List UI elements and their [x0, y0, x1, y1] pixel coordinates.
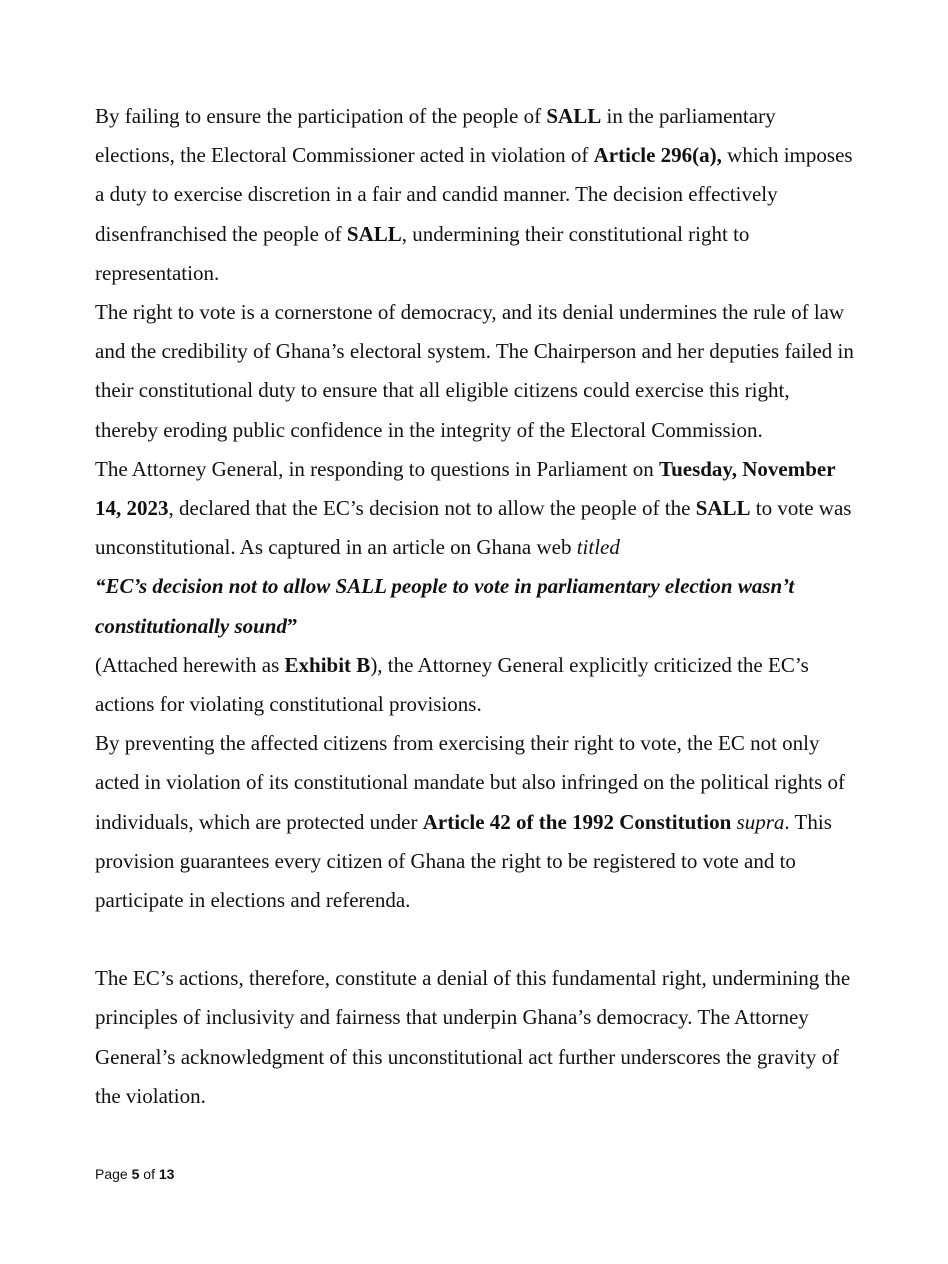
text: By failing to ensure the participation of the people of: [95, 104, 547, 128]
text: which imposes a duty to exercise discretion in a fair and candid manner. The decision effectively disenfranchised the people of: [95, 143, 853, 246]
paragraph-spacer: [95, 920, 948, 959]
bold-sall: SALL: [695, 496, 751, 521]
bold-sall: SALL: [346, 221, 402, 246]
text: ), the Attorney General explicitly criticized the EC’s actions for violating constitutional provisions.: [95, 652, 809, 717]
page-footer: [95, 1166, 174, 1182]
total-pages-number: 13: [158, 1166, 175, 1182]
paragraph-attorney-general: [95, 450, 855, 646]
text: By preventing the affected citizens from exercising their right to vote, the EC not only acted in violation of its constitutional mandate but also infringed on the political rights of individuals, which are protected under: [95, 731, 846, 834]
current-page-number: 5: [131, 1166, 140, 1182]
paragraph-conclusion: [95, 959, 855, 1116]
paragraph-sall-participation: [95, 97, 855, 293]
text: The right to vote is a cornerstone of democracy, and its denial undermines the rule of law and the credibility of Ghana’s electoral system. The Chairperson and her deputies failed in their constitutional duty to ensure that all eligible citizens could exercise this right, thereby eroding public confidence in the integrity of the Electoral Commission.: [95, 300, 854, 442]
italic-titled: titled: [576, 535, 620, 560]
article-title: “EC’s decision not to allow SALL people to vote in parliamentary election wasn’t constitutionally sound: [95, 574, 795, 638]
bold-sall: SALL: [546, 104, 602, 128]
text: in the parliamentary elections, the Electoral Commissioner acted in violation of: [95, 104, 776, 168]
text: (Attached herewith as: [95, 652, 285, 677]
paragraph-article-42: [95, 724, 855, 920]
text: The EC’s actions, therefore, constitute a denial of this fundamental right, undermining the principles of inclusivity and fairness that underpin Ghana’s democracy. The Attorney General’s acknowledgment of this unconstitutional act further underscores the gravity of the violation.: [95, 966, 851, 1108]
paragraph-right-to-vote: [95, 293, 855, 450]
bold-date: Tuesday, November 14, 2023: [95, 456, 836, 521]
italic-supra: supra: [736, 809, 785, 834]
text: The Attorney General, in responding to questions in Parliament on: [95, 456, 659, 481]
of-label: of: [139, 1166, 159, 1182]
closing-quote: ”: [286, 613, 298, 638]
text: . This provision guarantees every citizen of Ghana the right to be registered to vote and to participate in elections and referenda.: [95, 809, 832, 913]
bold-article-296a: Article 296(a),: [593, 143, 722, 168]
bold-exhibit-b: Exhibit B: [284, 652, 371, 677]
text: , declared that the EC’s decision not to allow the people of the: [168, 496, 696, 521]
page-label: Page: [95, 1166, 132, 1182]
text: to vote was unconstitutional. As captured in an article on Ghana web: [95, 496, 852, 560]
paragraph-exhibit-b: [95, 646, 855, 724]
text: , undermining their constitutional right to representation.: [95, 221, 750, 285]
bold-article-42: Article 42 of the 1992 Constitution: [422, 809, 732, 834]
